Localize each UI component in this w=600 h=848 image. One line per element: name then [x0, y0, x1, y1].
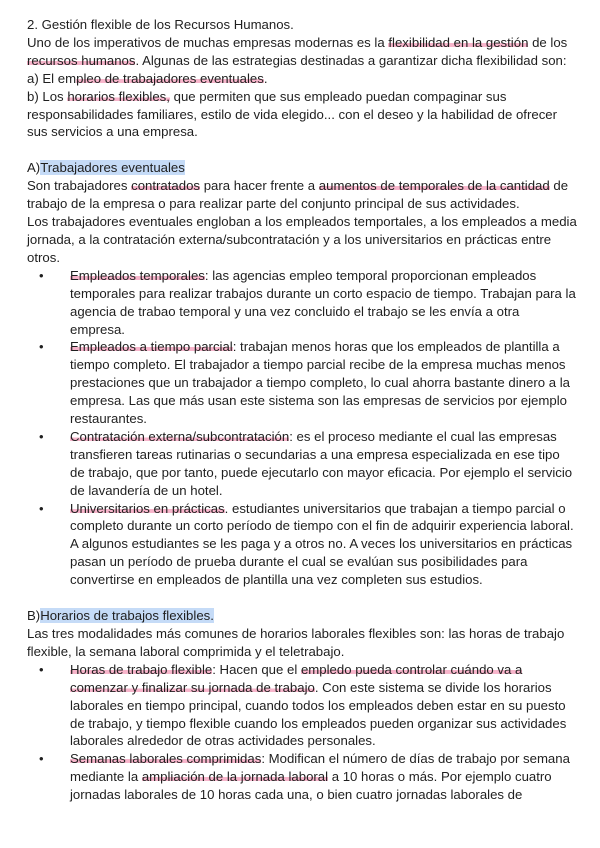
highlight: empledo pueda controlar cuándo va a comenzar y finalizar su jornada de trabajo	[70, 661, 523, 695]
bullet-icon: •	[39, 751, 44, 767]
list-item: • Semanas laborales comprimidas: Modifican el número de días de trabajo por semana mediante la ampliación de la jornada laboral a 10 horas o más. Por ejemplo cuatro jornadas laborales de 10 horas cada una, o bien cuatro jornadas laborales de	[39, 751, 570, 803]
list-item-term: Horas de trabajo flexible	[70, 661, 213, 677]
bullet-icon: •	[39, 500, 44, 516]
list-item-term: Universitarios en prácticas	[70, 500, 225, 516]
bullet-icon: •	[39, 428, 44, 444]
highlight: pleo de trabajadores eventuales	[76, 70, 264, 86]
list-item-term: Empleados temporales	[70, 267, 205, 283]
highlight: Horarios de trabajos flexibles.	[40, 608, 214, 624]
list-item: • Universitarios en prácticas. estudiantes universitarios que trabajan a tiempo parcial o completo durante un corto período de tiempo con el fin de adquirir experiencia laboral. A algunos estudiantes se les paga y a otros no. A veces los universitarios en prácticas pasan un período de prueba durante el cual se evalúan sus posibilidades para convertirse en empleados de plantilla una vez completen sus estudios.	[39, 500, 574, 588]
highlight: aumentos de temporales de la cantidad	[318, 178, 550, 194]
section-b-paragraph-1: Las tres modalidades más comunes de horarios laborales flexibles son: las horas de trabajo flexible, la semana laboral comprimida y el teletrabajo.	[27, 626, 565, 659]
strategy-item-a: a) El empleo de trabajadores eventuales.	[27, 70, 268, 86]
bullet-icon: •	[39, 661, 44, 677]
section-heading: 2. Gestión flexible de los Recursos Humanos.	[27, 17, 294, 32]
bullet-icon: •	[39, 267, 44, 283]
section-a-paragraph-2: Los trabajadores eventuales engloban a los empleados temportales, a los empleados a media jornada, a la contratación externa/subcontratación y a los universitarios en prácticas entre otros.	[27, 214, 577, 265]
highlight: recursos humanos	[27, 52, 136, 68]
highlight: horarios flexibles,	[67, 88, 170, 104]
list-item-term: Semanas laborales comprimidas	[70, 751, 262, 767]
list-item: • Empleados a tiempo parcial: trabajan menos horas que los empleados de plantilla a tiempo completo. El trabajador a tiempo parcial recibe de la empresa muchas menos prestaciones que un trabajador a tiempo completo, lo cual ahorra bastante dinero a la empresa. Las que más usan este sistema son las empresas de servicios por ejemplo restaurantes.	[39, 339, 570, 427]
strategy-item-b: b) Los horarios flexibles, que permiten que sus empleado puedan compaginar sus responsabilidades familiares, estilo de vida elegido... con el deseo y la habilidad de ofrecer sus servicios a una empresa.	[27, 88, 558, 140]
flexible-hours-list	[27, 661, 578, 804]
subsection-title-b: B)Horarios de trabajos flexibles.	[27, 608, 214, 624]
list-item-term: Empleados a tiempo parcial	[70, 339, 233, 355]
subsection-title-a: A)Trabajadores eventuales	[27, 160, 185, 176]
intro-paragraph: Uno de los imperativos de muchas empresas modernas es la flexibilidad en la gestión de los recursos humanos. Algunas de las estrategias destinadas a garantizar dicha flexibilidad son:	[27, 34, 568, 68]
eventual-workers-list	[27, 267, 578, 589]
highlight: ampliación de la jornada laboral	[141, 769, 329, 785]
highlight: contratados	[131, 178, 201, 194]
list-item: • Empleados temporales: las agencias empleo temporal proporcionan empleados temporales para realizar trabajos durante un corto espacio de tiempo. Trabajan para la agencia de trabao temporal y una vez concluido el trabajo se les envía a otra empresa.	[39, 267, 576, 337]
list-item: • Horas de trabajo flexible: Hacen que el empledo pueda controlar cuándo va a comenzar y finalizar su jornada de trabajo. Con este sistema se divide los horarios laborales en tiempo principal, cuando todos los empleados deben estar en su puesto de trabajo, y tiempo flexible cuando los empleados pueden organizar sus actividades laborales alrededor de otras actividades personales.	[39, 661, 567, 749]
list-item-term: Contratación externa/subcontratación	[70, 428, 290, 444]
section-a-paragraph-1: Son trabajadores contratados para hacer frente a aumentos de temporales de la cantidad de trabajo de la empresa o para realizar parte del conjunto principal de sus actividades.	[27, 178, 569, 212]
highlight: Trabajadores eventuales	[40, 160, 185, 176]
highlight: flexibilidad en la gestión	[388, 34, 529, 50]
bullet-icon: •	[39, 339, 44, 355]
list-item: • Contratación externa/subcontratación: es el proceso mediante el cual las empresas transfieren tareas rutinarias o secundarias a una empresa especializada en ese tipo de trabajo, que por tanto, puede ejecutarlo con mayor eficacia. Por ejemplo el servicio de lavandería de un hotel.	[39, 428, 573, 498]
